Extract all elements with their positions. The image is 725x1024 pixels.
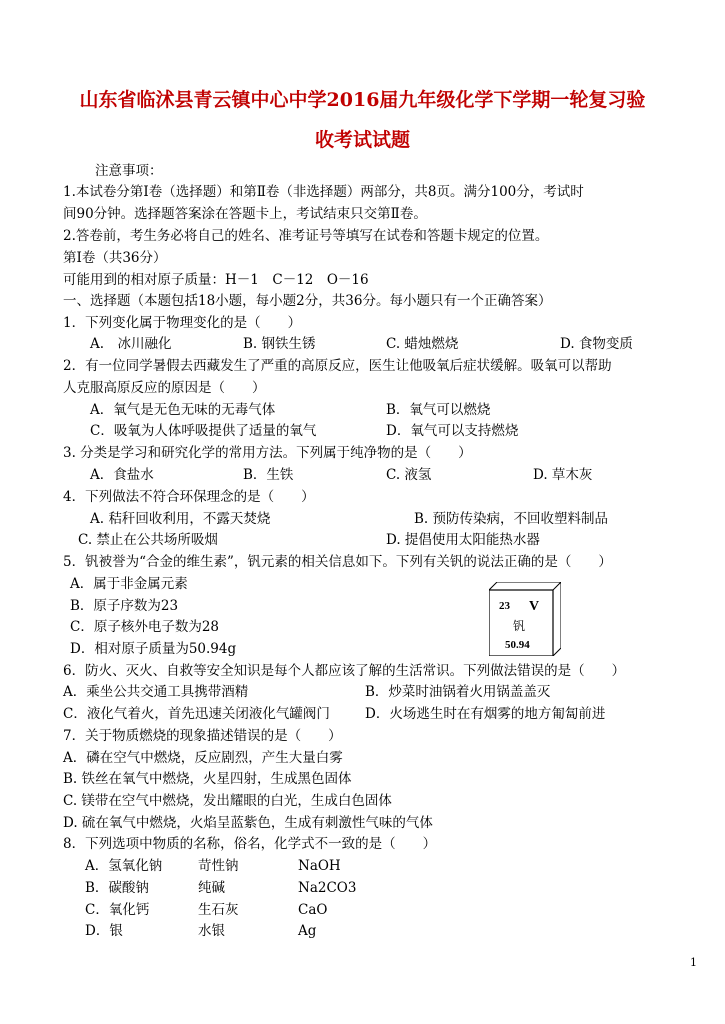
q8-row-c-common: 生石灰	[198, 902, 239, 918]
q3-option-b: B．生铁	[243, 467, 294, 483]
exam-title-line1: 山东省临沭县青云镇中心中学2016届九年级化学下学期一轮复习验	[79, 89, 646, 111]
element-symbol: V	[529, 599, 540, 614]
q1-option-d: D. 食物变质	[560, 336, 633, 352]
q8-row-b-label: B．碳酸钠	[85, 880, 149, 896]
q3-option-c: C. 液氢	[386, 467, 432, 483]
q8-row-b-formula: Na2CO3	[298, 880, 357, 896]
q6-option-d: D．火场逃生时在有烟雾的地方匍匐前进	[365, 706, 606, 722]
atomic-mass-line: 可能用到的相对原子质量：H－1 C－12 O－16	[63, 272, 369, 288]
q2-option-c: C．吸氧为人体呼吸提供了适量的氧气	[90, 423, 317, 439]
q6-option-a: A．乘坐公共交通工具携带酒精	[63, 684, 249, 700]
q6-option-b: B．炒菜时油锅着火用锅盖盖灭	[365, 684, 551, 700]
q5-option-b: B．原子序数为23	[70, 598, 179, 614]
vanadium-element-card	[489, 582, 561, 656]
notes-item1-line1: 1.本试卷分第Ⅰ卷（选择题）和第Ⅱ卷（非选择题）两部分，共8页。满分100分，考试时	[63, 184, 584, 200]
part1-heading: 第Ⅰ卷（共36分）	[63, 250, 167, 266]
q4-stem: 4．下列做法不符合环保理念的是（ ）	[63, 489, 315, 505]
q8-row-b-common: 纯碱	[198, 880, 225, 896]
q2-stem-line2: 人克服高原反应的原因是（ ）	[63, 380, 266, 396]
q8-row-d-label: D．银	[85, 923, 123, 939]
q3-option-a: A．食盐水	[90, 467, 154, 483]
section-heading: 一、选择题（本题包括18小题，每小题2分，共36分。每小题只有一个正确答案）	[63, 293, 552, 309]
q6-stem: 6．防火、灭火、自救等安全知识是每个人都应该了解的生活常识。下列做法错误的是（ ）	[63, 663, 626, 679]
q4-option-c: C. 禁止在公共场所吸烟	[78, 532, 218, 548]
q6-option-c: C．液化气着火，首先迅速关闭液化气罐阀门	[63, 706, 330, 722]
q2-stem-line1: 2．有一位同学暑假去西藏发生了严重的高原反应，医生让他吸氧后症状缓解。吸氧可以帮助	[63, 358, 612, 374]
q8-row-d-formula: Ag	[298, 923, 317, 939]
q8-row-a-common: 苛性钠	[198, 858, 239, 874]
q2-option-a: A．氧气是无色无味的无毒气体	[90, 402, 276, 418]
element-atomic-number: 23	[499, 600, 510, 612]
page-number: 1	[690, 956, 697, 969]
q1-option-c: C. 蜡烛燃烧	[386, 336, 459, 352]
q8-row-c-label: C．氧化钙	[85, 902, 150, 918]
q8-row-c-formula: CaO	[298, 902, 328, 918]
q7-option-d: D. 硫在氧气中燃烧，火焰呈蓝紫色，生成有刺激性气味的气体	[63, 815, 433, 831]
exam-title-line2: 收考试试题	[314, 129, 410, 151]
q5-stem: 5．钒被誉为“合金的维生素”，钒元素的相关信息如下。下列有关钒的说法正确的是（ ）	[63, 554, 612, 570]
q1-option-b: B. 钢铁生锈	[243, 336, 316, 352]
q3-option-d: D. 草木灰	[533, 467, 593, 483]
q2-option-d: D．氧气可以支持燃烧	[386, 423, 519, 439]
q1-option-a: A. 冰川融化	[90, 336, 172, 352]
q7-option-a: A．磷在空气中燃烧，反应剧烈，产生大量白雾	[63, 750, 343, 766]
q5-option-a: A．属于非金属元素	[70, 576, 188, 592]
notes-item2: 2.答卷前，考生务必将自己的姓名、准考证号等填写在试卷和答题卡规定的位置。	[63, 228, 549, 244]
q8-row-a-formula: NaOH	[298, 858, 341, 874]
q8-stem: 8．下列选项中物质的名称，俗名，化学式不一致的是（ ）	[63, 836, 437, 852]
q5-option-c: C．原子核外电子数为28	[70, 619, 220, 635]
q8-row-d-common: 水银	[198, 923, 225, 939]
notes-heading: 注意事项：	[95, 163, 163, 179]
q8-row-a-label: A．氢氧化钠	[85, 858, 163, 874]
q5-option-d: D．相对原子质量为50.94g	[70, 641, 237, 657]
q4-option-d: D. 提倡使用太阳能热水器	[386, 532, 540, 548]
element-name: 钒	[513, 619, 526, 633]
q4-option-b: B. 预防传染病，不回收塑料制品	[414, 511, 609, 527]
q7-option-b: B. 铁丝在氧气中燃烧，火星四射，生成黑色固体	[63, 771, 352, 787]
element-atomic-mass: 50.94	[505, 639, 530, 651]
q7-stem: 7．关于物质燃烧的现象描述错误的是（ ）	[63, 728, 342, 744]
q7-option-c: C. 镁带在空气中燃烧，发出耀眼的白光，生成白色固体	[63, 793, 392, 809]
q4-option-a: A. 秸秆回收利用，不露天焚烧	[90, 511, 271, 527]
q1-stem: 1．下列变化属于物理变化的是（ ）	[63, 315, 302, 331]
q3-stem: 3. 分类是学习和研究化学的常用方法。下列属于纯净物的是（ ）	[63, 445, 472, 461]
q2-option-b: B．氧气可以燃烧	[386, 402, 491, 418]
notes-item1-line2: 间90分钟。选择题答案涂在答题卡上，考试结束只交第Ⅱ卷。	[63, 206, 427, 222]
